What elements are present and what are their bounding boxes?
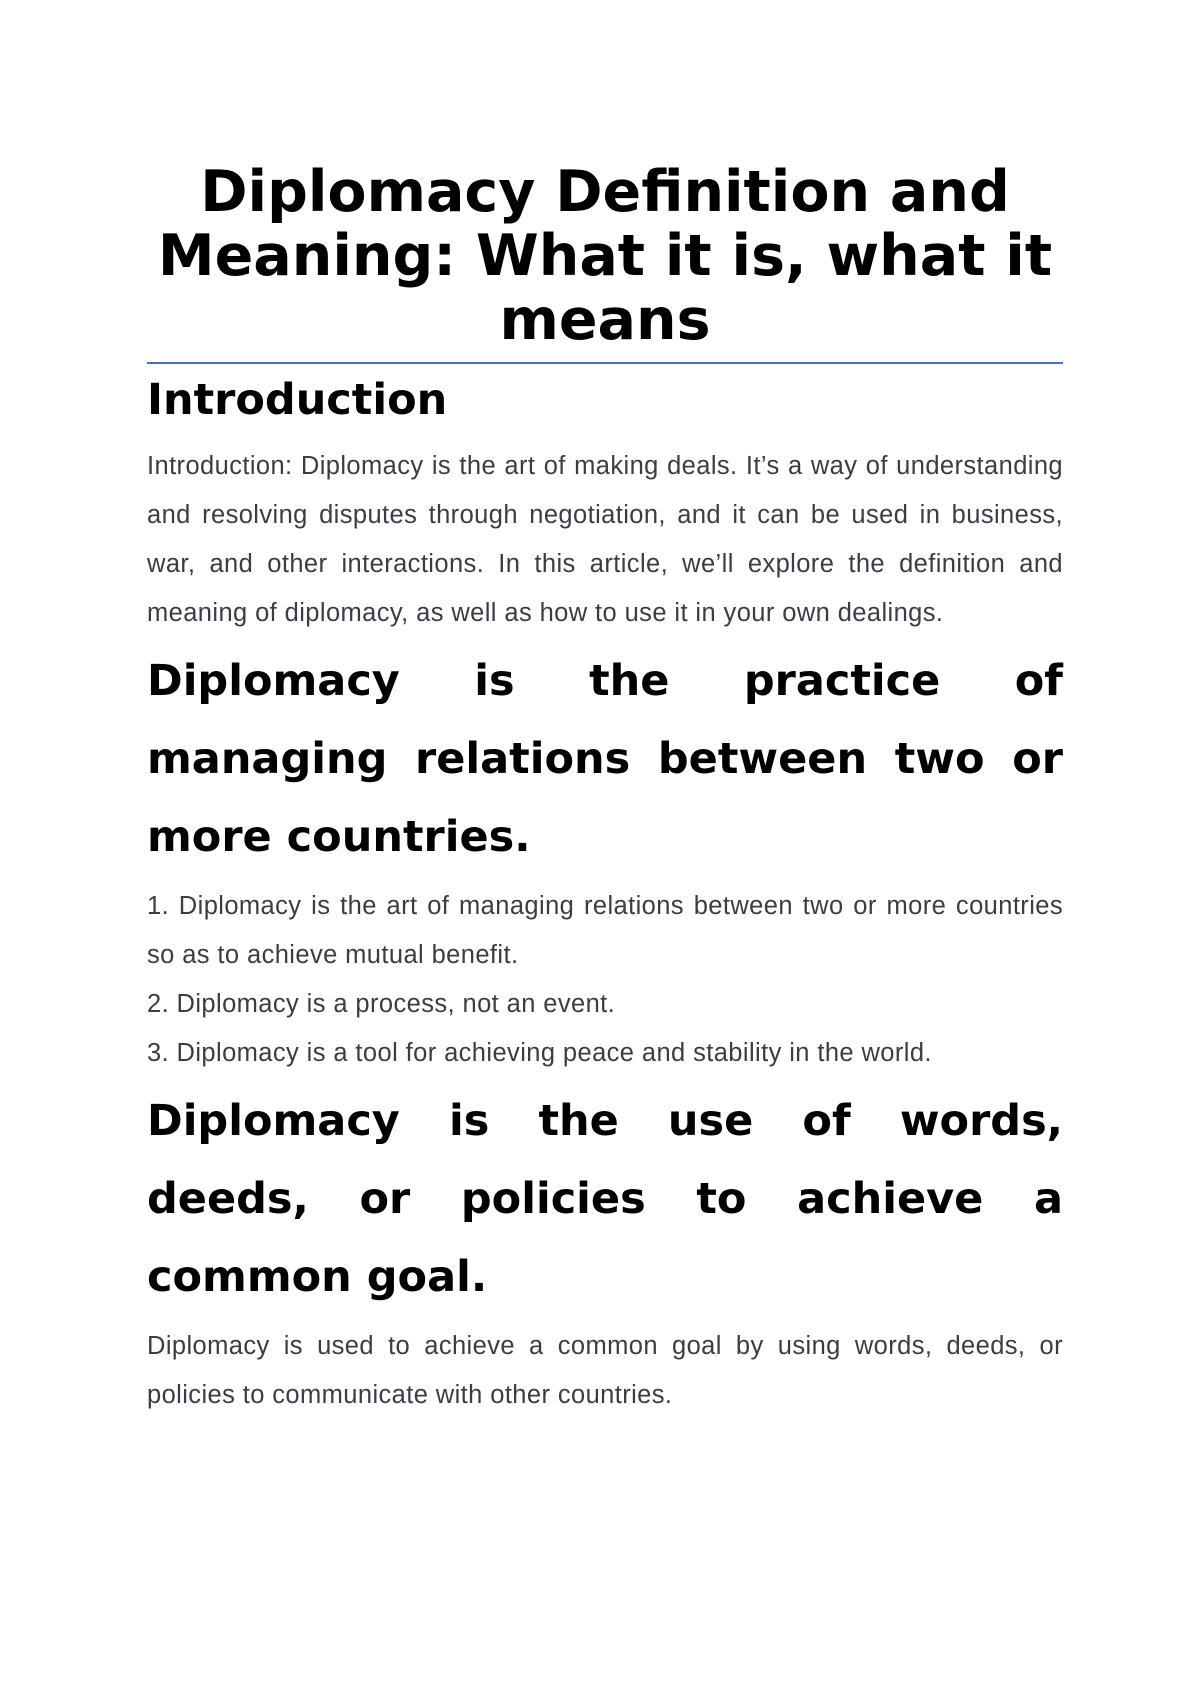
section-heading-managing-relations: Diplomacy is the practice of managing relations between two or more countries. bbox=[147, 656, 1063, 862]
list-item: 1. Diplomacy is the art of managing relations between two or more countries so as to achieve mutual benefit. bbox=[147, 892, 1063, 969]
document-page bbox=[147, 160, 1063, 1420]
list-item: 3. Diplomacy is a tool for achieving peace and stability in the world. bbox=[147, 1039, 932, 1067]
common-goal-paragraph: Diplomacy is used to achieve a common goal by using words, deeds, or policies to communicate with other countries. bbox=[147, 1332, 1063, 1409]
section-heading-common-goal: Diplomacy is the use of words, deeds, or policies to achieve a common goal. bbox=[147, 1096, 1063, 1302]
numbered-list bbox=[147, 882, 1063, 1078]
section-heading-introduction: Introduction bbox=[147, 375, 448, 425]
document-title: Diplomacy Definition and Meaning: What it is, what it means bbox=[147, 160, 1063, 364]
list-item: 2. Diplomacy is a process, not an event. bbox=[147, 990, 616, 1018]
introduction-paragraph: Introduction: Diplomacy is the art of making deals. It’s a way of understanding and resolving disputes through negotiation, and it can be used in business, war, and other interactions. In this article, we’ll explore the definition and meaning of diplomacy, as well as how to use it in your own dealings. bbox=[147, 452, 1063, 627]
